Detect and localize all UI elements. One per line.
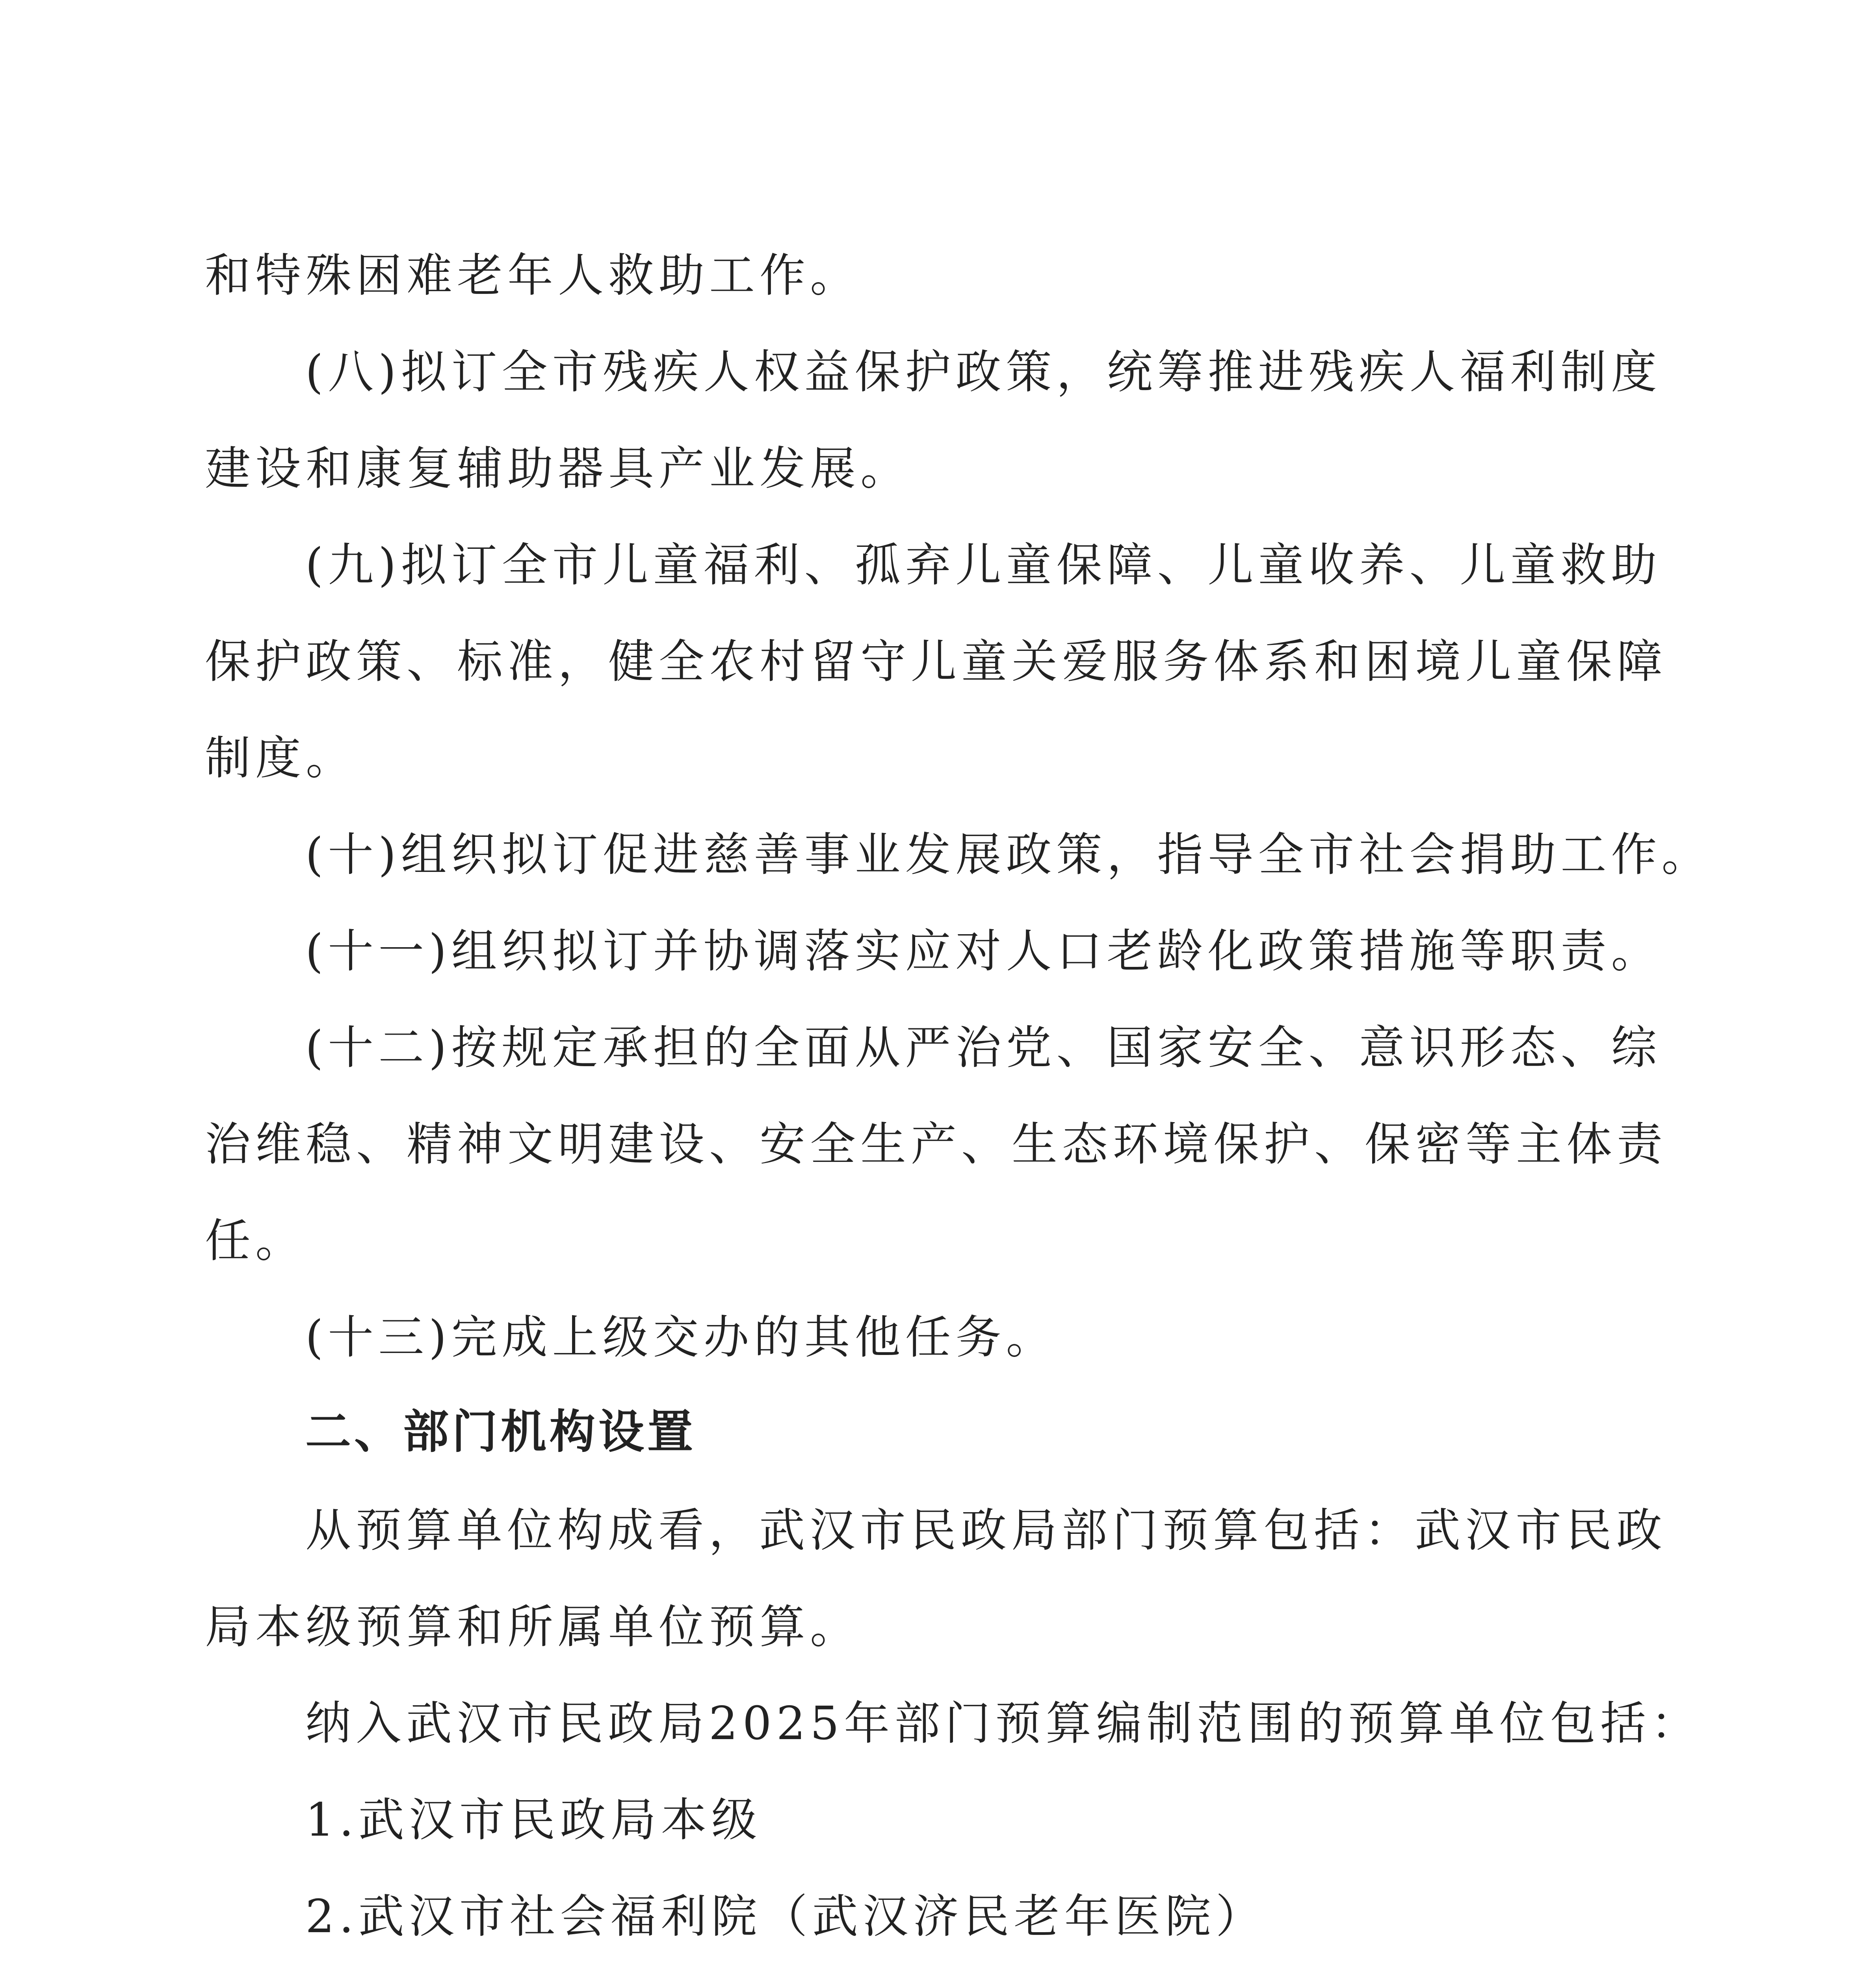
paragraph-line: 纳入武汉市民政局2025年部门预算编制范围的预算单位包括： <box>305 1697 1701 1750</box>
paragraph-line: 制度。 <box>205 732 356 785</box>
paragraph-line: (八)拟订全市残疾人权益保护政策，统筹推进残疾人福利制度 <box>305 346 1662 399</box>
paragraph-line: 局本级预算和所属单位预算。 <box>205 1600 860 1654</box>
paragraph-line: (九)拟订全市儿童福利、孤弃儿童保障、儿童收养、儿童救助 <box>305 539 1662 592</box>
paragraph-line: 保护政策、标准，健全农村留守儿童关爱服务体系和困境儿童保障 <box>205 635 1667 688</box>
paragraph-line: (十)组织拟订促进慈善事业发展政策，指导全市社会捐助工作。 <box>305 828 1712 881</box>
paragraph-line: 任。 <box>205 1214 306 1267</box>
section-heading: 二、部门机构设置 <box>305 1405 696 1459</box>
paragraph-line: (十一)组织拟订并协调落实应对人口老龄化政策措施等职责。 <box>305 925 1662 978</box>
paragraph-line: (十三)完成上级交办的其他任务。 <box>305 1311 1057 1364</box>
list-item: 1.武汉市民政局本级 <box>305 1793 762 1847</box>
list-item: 2.武汉市社会福利院（武汉济民老年医院） <box>305 1890 1266 1943</box>
paragraph-line: 和特殊困难老年人救助工作。 <box>205 249 860 302</box>
paragraph-line: (十二)按规定承担的全面从严治党、国家安全、意识形态、综 <box>305 1021 1662 1074</box>
paragraph-line: 治维稳、精神文明建设、安全生产、生态环境保护、保密等主体责 <box>205 1118 1667 1171</box>
paragraph-line: 建设和康复辅助器具产业发展。 <box>205 442 911 495</box>
paragraph-line: 从预算单位构成看，武汉市民政局部门预算包括：武汉市民政 <box>305 1504 1667 1557</box>
